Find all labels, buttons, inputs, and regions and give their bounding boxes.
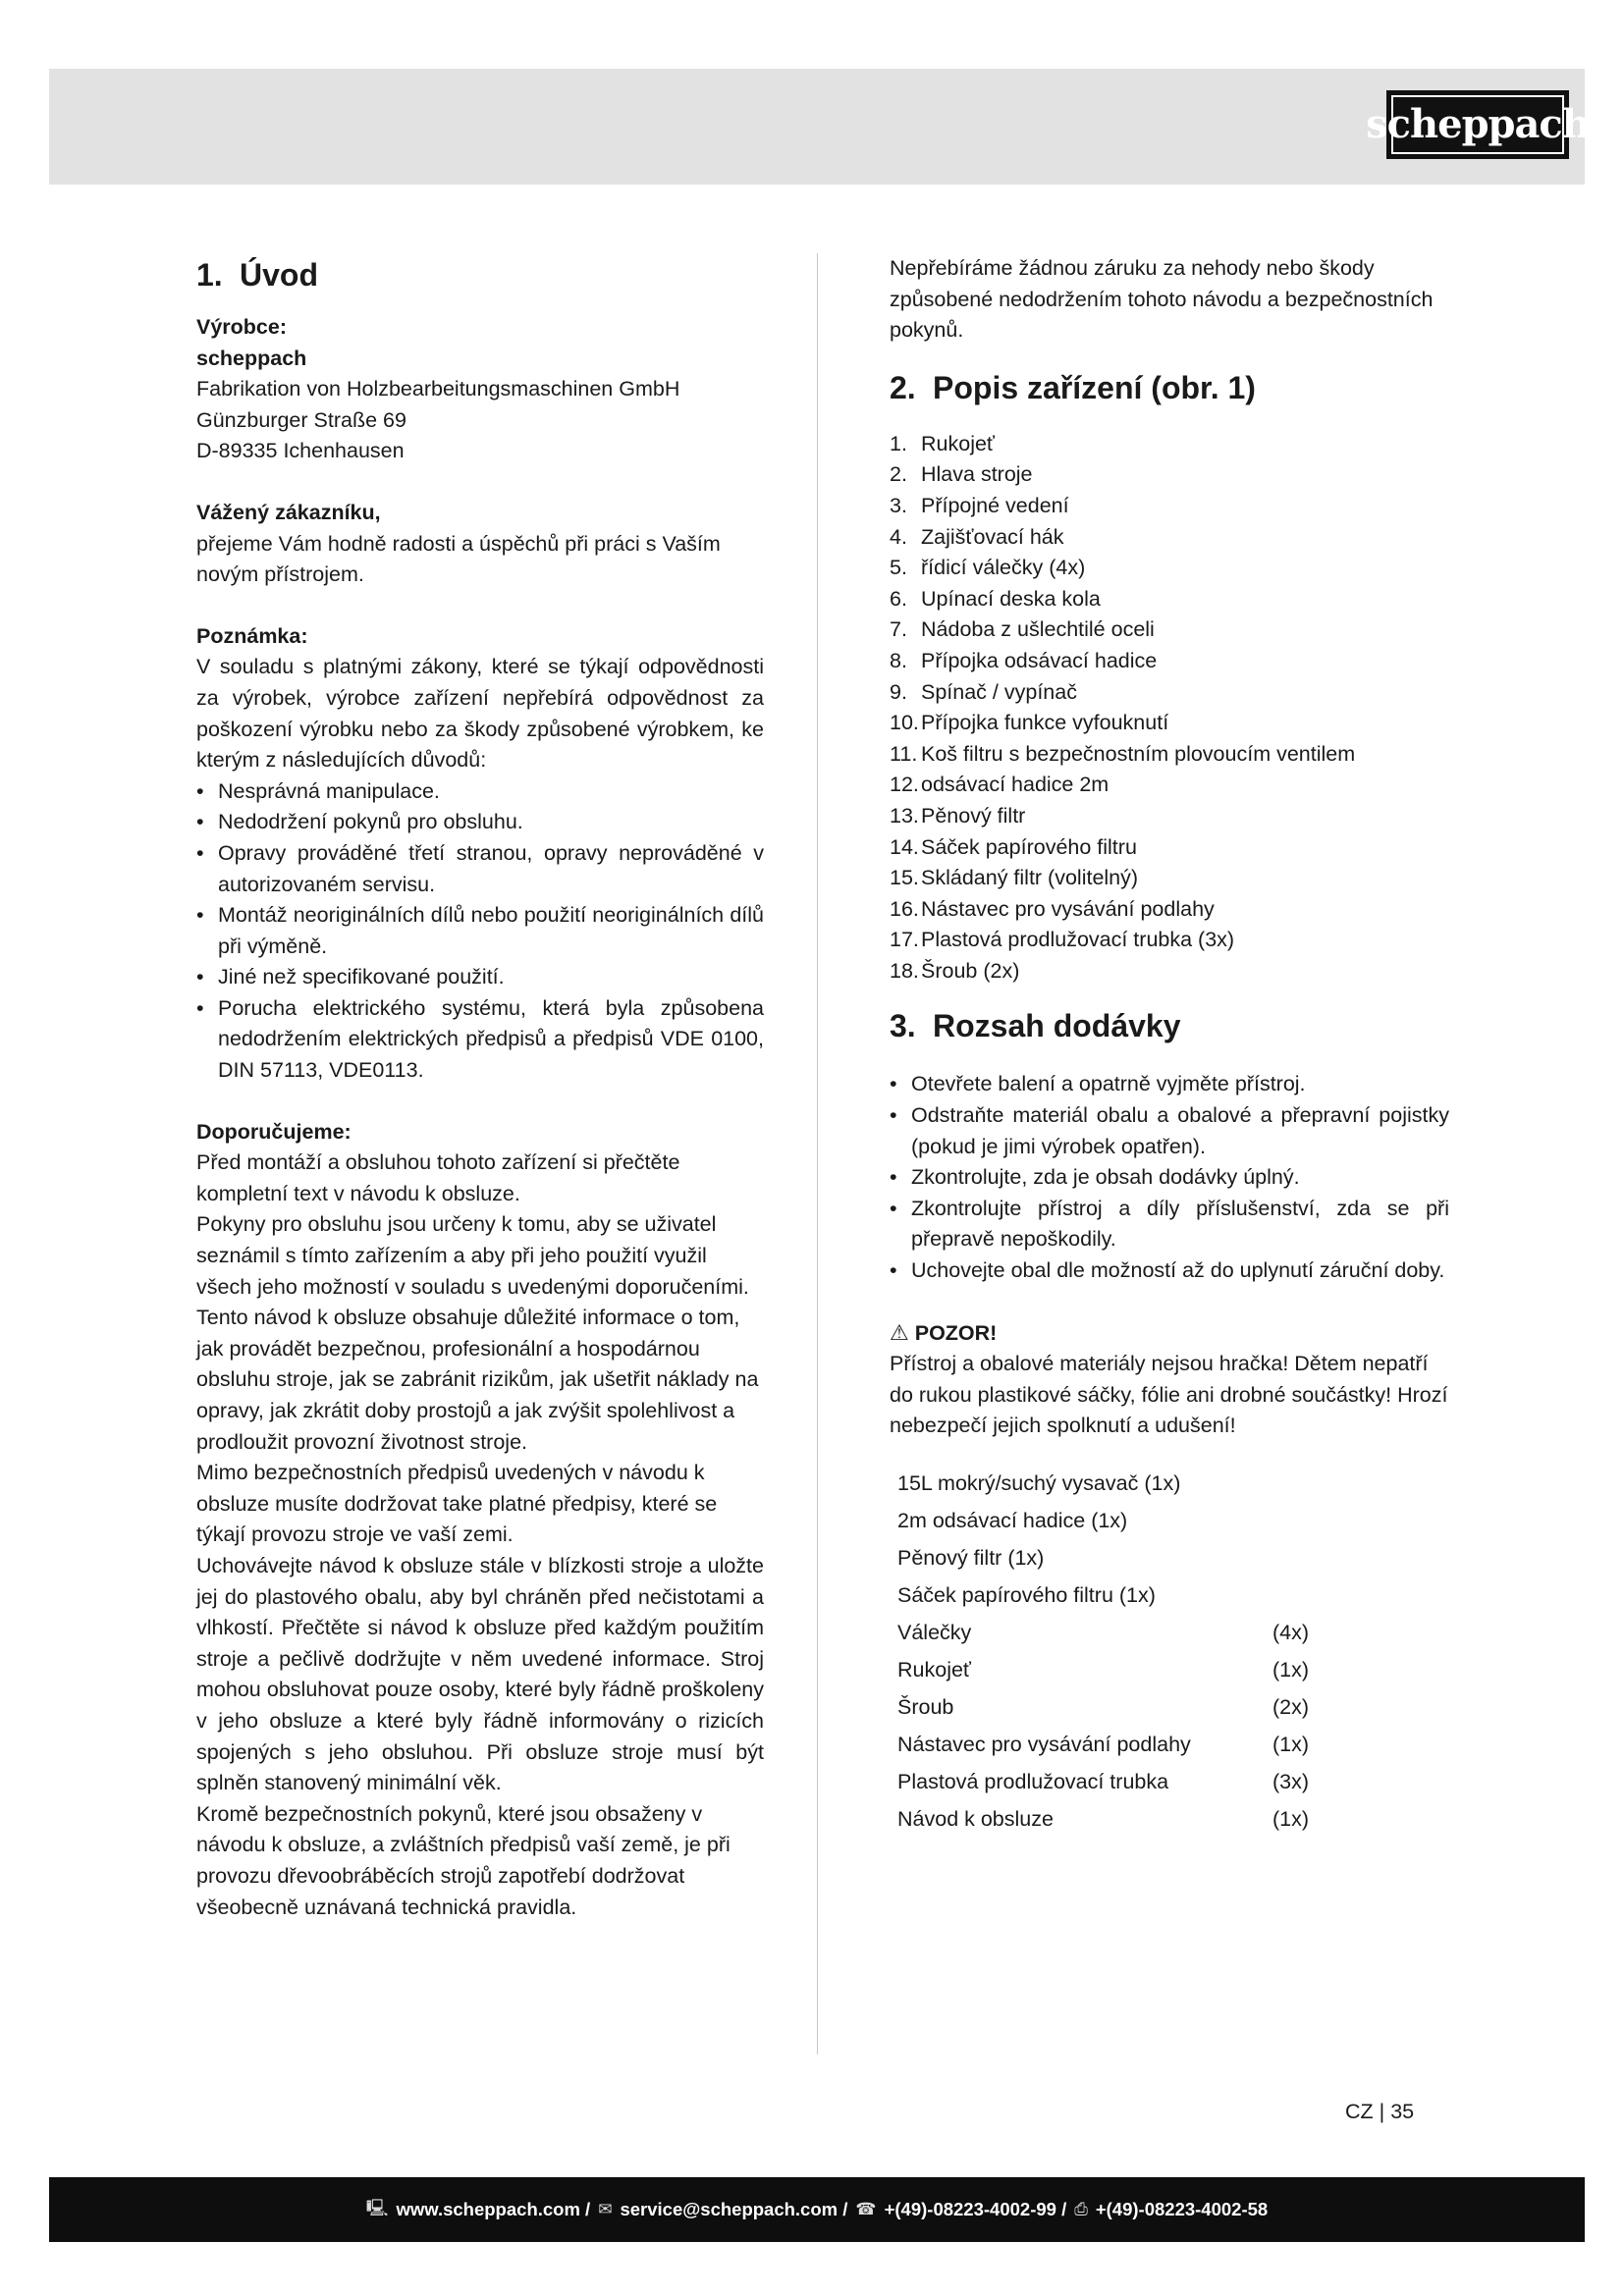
manufacturer-company: Fabrikation von Holzbearbeitungsmaschinen GmbH xyxy=(196,377,680,401)
recommend-paragraph: Pokyny pro obsluhu jsou určeny k tomu, aby se uživatel seznámil s tímto zařízením a aby při jeho použití využil všech jeho možností v souladu s uvedenými doporučeními. xyxy=(196,1212,749,1299)
table-row: 15L mokrý/suchý vysavač (1x) xyxy=(897,1471,1181,1496)
note-label: Poznámka: xyxy=(196,623,308,648)
recommend-paragraph: Tento návod k obsluze obsahuje důležité informace o tom, jak provádět bezpečnou, profesionální a hospodárnou obsluhu stroje, jak se zabránit rizikům, jak ušetřit náklady na opravy, jak zkrátit doby prostojů a jak zvýšit spolehlivost a prodloužit provozní životnost stroje. xyxy=(196,1306,759,1454)
warning-triangle-icon: ⚠ xyxy=(890,1320,909,1346)
dear-customer-text: přejeme Vám hodně radosti a úspěchů při práci s Vaším novým přístrojem. xyxy=(196,531,721,587)
list-item: • Opravy prováděné třetí stranou, opravy neprováděné v autorizovaném servisu. xyxy=(196,838,764,900)
list-item: • Otevřete balení a opatrně vyjměte přístroj. xyxy=(890,1069,1449,1100)
list-item: 14. Sáček papírového filtru xyxy=(890,834,1137,859)
list-item: • Montáž neoriginálních dílů nebo použití neoriginálních dílů při výměně. xyxy=(196,900,764,962)
list-item: • Uchovejte obal dle možností až do uplynutí záruční doby. xyxy=(890,1255,1449,1287)
parts-list xyxy=(890,429,1449,988)
recommend-label: Doporučujeme: xyxy=(196,1119,352,1144)
warning-heading xyxy=(890,1318,1449,1350)
list-item: 12. odsávací hadice 2m xyxy=(890,773,1110,797)
mail-icon: ✉ xyxy=(598,2200,613,2218)
table-row: 2m odsávací hadice (1x) xyxy=(897,1509,1128,1533)
list-item: 10. Přípojka funkce vyfouknutí xyxy=(890,711,1169,735)
list-item: 13. Pěnový filtr xyxy=(890,803,1026,828)
note-text: V souladu s platnými zákony, které se týkají odpovědnosti za výrobek, výrobce zařízení nepřebírá odpovědnost za poškození výrobku nebo za škody způsobené výrobkem, ke kterým z následujících důvodů: xyxy=(196,655,764,773)
list-item: • Nedodržení pokynů pro obsluhu. xyxy=(196,807,764,838)
page-number: CZ | 35 xyxy=(1345,2100,1415,2123)
table-row: Návod k obsluze (1x) xyxy=(897,1807,1310,1832)
table-row: Rukojeť (1x) xyxy=(897,1658,1310,1682)
scheppach-logo xyxy=(1366,90,1590,159)
list-item: 5. řídicí válečky (4x) xyxy=(890,556,1086,580)
phone-number: +(49)-08223-4002-99 / xyxy=(884,2199,1067,2219)
list-item: 2. Hlava stroje xyxy=(890,462,1033,487)
table-row: Válečky (4x) xyxy=(897,1621,1310,1645)
list-item: 17. Plastová prodlužovací trubka (3x) xyxy=(890,928,1235,952)
scope-of-delivery-table xyxy=(897,1466,1331,1839)
section-3-number: 3. xyxy=(890,1008,916,1044)
manufacturer-street: Günzburger Straße 69 xyxy=(196,407,406,432)
header-band xyxy=(49,69,1590,185)
list-item: 8. Přípojka odsávací hadice xyxy=(890,648,1158,672)
section-2-heading xyxy=(890,366,1449,409)
list-item: 11. Koš filtru s bezpečnostním plovoucím ventilem xyxy=(890,741,1356,766)
recommend-paragraph: Mimo bezpečnostních předpisů uvedených v návodu k obsluze musíte dodržovat take platné předpisy, které se týkají provozu stroje ve vaší zemi. xyxy=(196,1461,718,1547)
section-3-title: Rozsah dodávky xyxy=(933,1008,1181,1044)
phone-icon: ☎ xyxy=(855,2200,877,2218)
right-column xyxy=(890,253,1449,1839)
list-item: 18. Šroub (2x) xyxy=(890,958,1020,983)
list-item: 6. Upínací deska kola xyxy=(890,586,1101,611)
manufacturer-city: D-89335 Ichenhausen xyxy=(196,439,405,463)
section-2-title: Popis zařízení (obr. 1) xyxy=(933,369,1256,405)
section-1-title: Úvod xyxy=(240,257,318,293)
table-row: Nástavec pro vysávání podlahy (1x) xyxy=(897,1733,1310,1757)
footer-bar xyxy=(49,2177,1585,2242)
recommend-paragraph: Kromě bezpečnostních pokynů, které jsou obsaženy v návodu k obsluze, a zvláštních předpisů vaší země, je při provozu dřevoobráběcích strojů zapotřebí dodržovat všeobecně uznávaná technická pravidla. xyxy=(196,1801,731,1919)
list-item: 16. Nástavec pro vysávání podlahy xyxy=(890,896,1215,921)
section-1-heading xyxy=(196,253,764,296)
list-item: 4. Zajišťovací hák xyxy=(890,524,1064,549)
recommend-paragraph: Před montáží a obsluhou tohoto zařízení si přečtěte kompletní text v návodu k obsluze. xyxy=(196,1150,680,1205)
section-2-number: 2. xyxy=(890,369,916,405)
section-1-number: 1. xyxy=(196,257,223,293)
section-3-heading xyxy=(890,1004,1449,1047)
dear-customer-label: Vážený zákazníku, xyxy=(196,500,381,524)
note-bullet-list xyxy=(196,776,764,1087)
manufacturer-label: Výrobce: xyxy=(196,315,288,339)
manufacturer-name: scheppach xyxy=(196,346,307,370)
warning-title: POZOR! xyxy=(914,1320,998,1345)
warning-text: Přístroj a obalové materiály nejsou hračka! Dětem nepatří do rukou plastikové sáčky, fólie ani drobné součástky! Hrozí nebezpečí jejich spolknutí a udušení! xyxy=(890,1352,1448,1438)
list-item: • Zkontrolujte, zda je obsah dodávky úplný. xyxy=(890,1162,1449,1194)
delivery-bullet-list xyxy=(890,1069,1449,1286)
list-item: 3. Přípojné vedení xyxy=(890,493,1069,517)
recommend-paragraph: Uchovávejte návod k obsluze stále v blízkosti stroje a uložte jej do plastového obalu, aby byl chráněn před nečistotami a vlhkostí. Přečtěte si návod k obsluze před každým použitím stroje a pečlivě dodržujte v něm uvedené informace. Stroj mohou obsluhovat pouze osoby, které byly řádně proškoleny v jeho obsluze a které byly řádně informovány o rizicích spojených s jeho obsluhou. Při obsluze stroje musí být splněn stanovený minimální věk. xyxy=(196,1553,764,1795)
website-link[interactable]: www.scheppach.com / xyxy=(396,2199,591,2219)
list-item: 9. Spínač / vypínač xyxy=(890,679,1077,704)
table-row: Plastová prodlužovací trubka (3x) xyxy=(897,1770,1310,1794)
list-item: 15. Skládaný filtr (volitelný) xyxy=(890,866,1139,890)
liability-text: Nepřebíráme žádnou záruku za nehody nebo škody způsobené nedodržením tohoto návodu a bezpečnostních pokynů. xyxy=(890,256,1434,343)
list-item: • Porucha elektrického systému, která byla způsobena nedodržením elektrických předpisů a předpisů VDE 0100, DIN 57113, VDE0113. xyxy=(196,993,764,1087)
logo-text: scheppach xyxy=(1391,95,1564,154)
email-link[interactable]: service@scheppach.com / xyxy=(620,2199,848,2219)
column-divider xyxy=(817,253,818,2055)
list-item: 1. Rukojeť xyxy=(890,431,995,455)
list-item: 7. Nádoba z ušlechtilé oceli xyxy=(890,617,1155,642)
fax-number: +(49)-08223-4002-58 xyxy=(1095,2199,1269,2219)
list-item: • Odstraňte materiál obalu a obalové a přepravní pojistky (pokud je jimi výrobek opatřen). xyxy=(890,1100,1449,1162)
left-column xyxy=(196,253,764,1923)
list-item: • Jiné než specifikované použití. xyxy=(196,962,764,993)
table-row: Šroub (2x) xyxy=(897,1695,1310,1720)
computer-icon: 🖳 xyxy=(365,2198,389,2217)
table-row: Sáček papírového filtru (1x) xyxy=(897,1583,1156,1608)
list-item: • Zkontrolujte přístroj a díly příslušenství, zda se při přepravě nepoškodily. xyxy=(890,1194,1449,1255)
table-row: Pěnový filtr (1x) xyxy=(897,1546,1045,1571)
fax-icon: ⎙ xyxy=(1074,2200,1088,2218)
list-item: • Nesprávná manipulace. xyxy=(196,776,764,808)
